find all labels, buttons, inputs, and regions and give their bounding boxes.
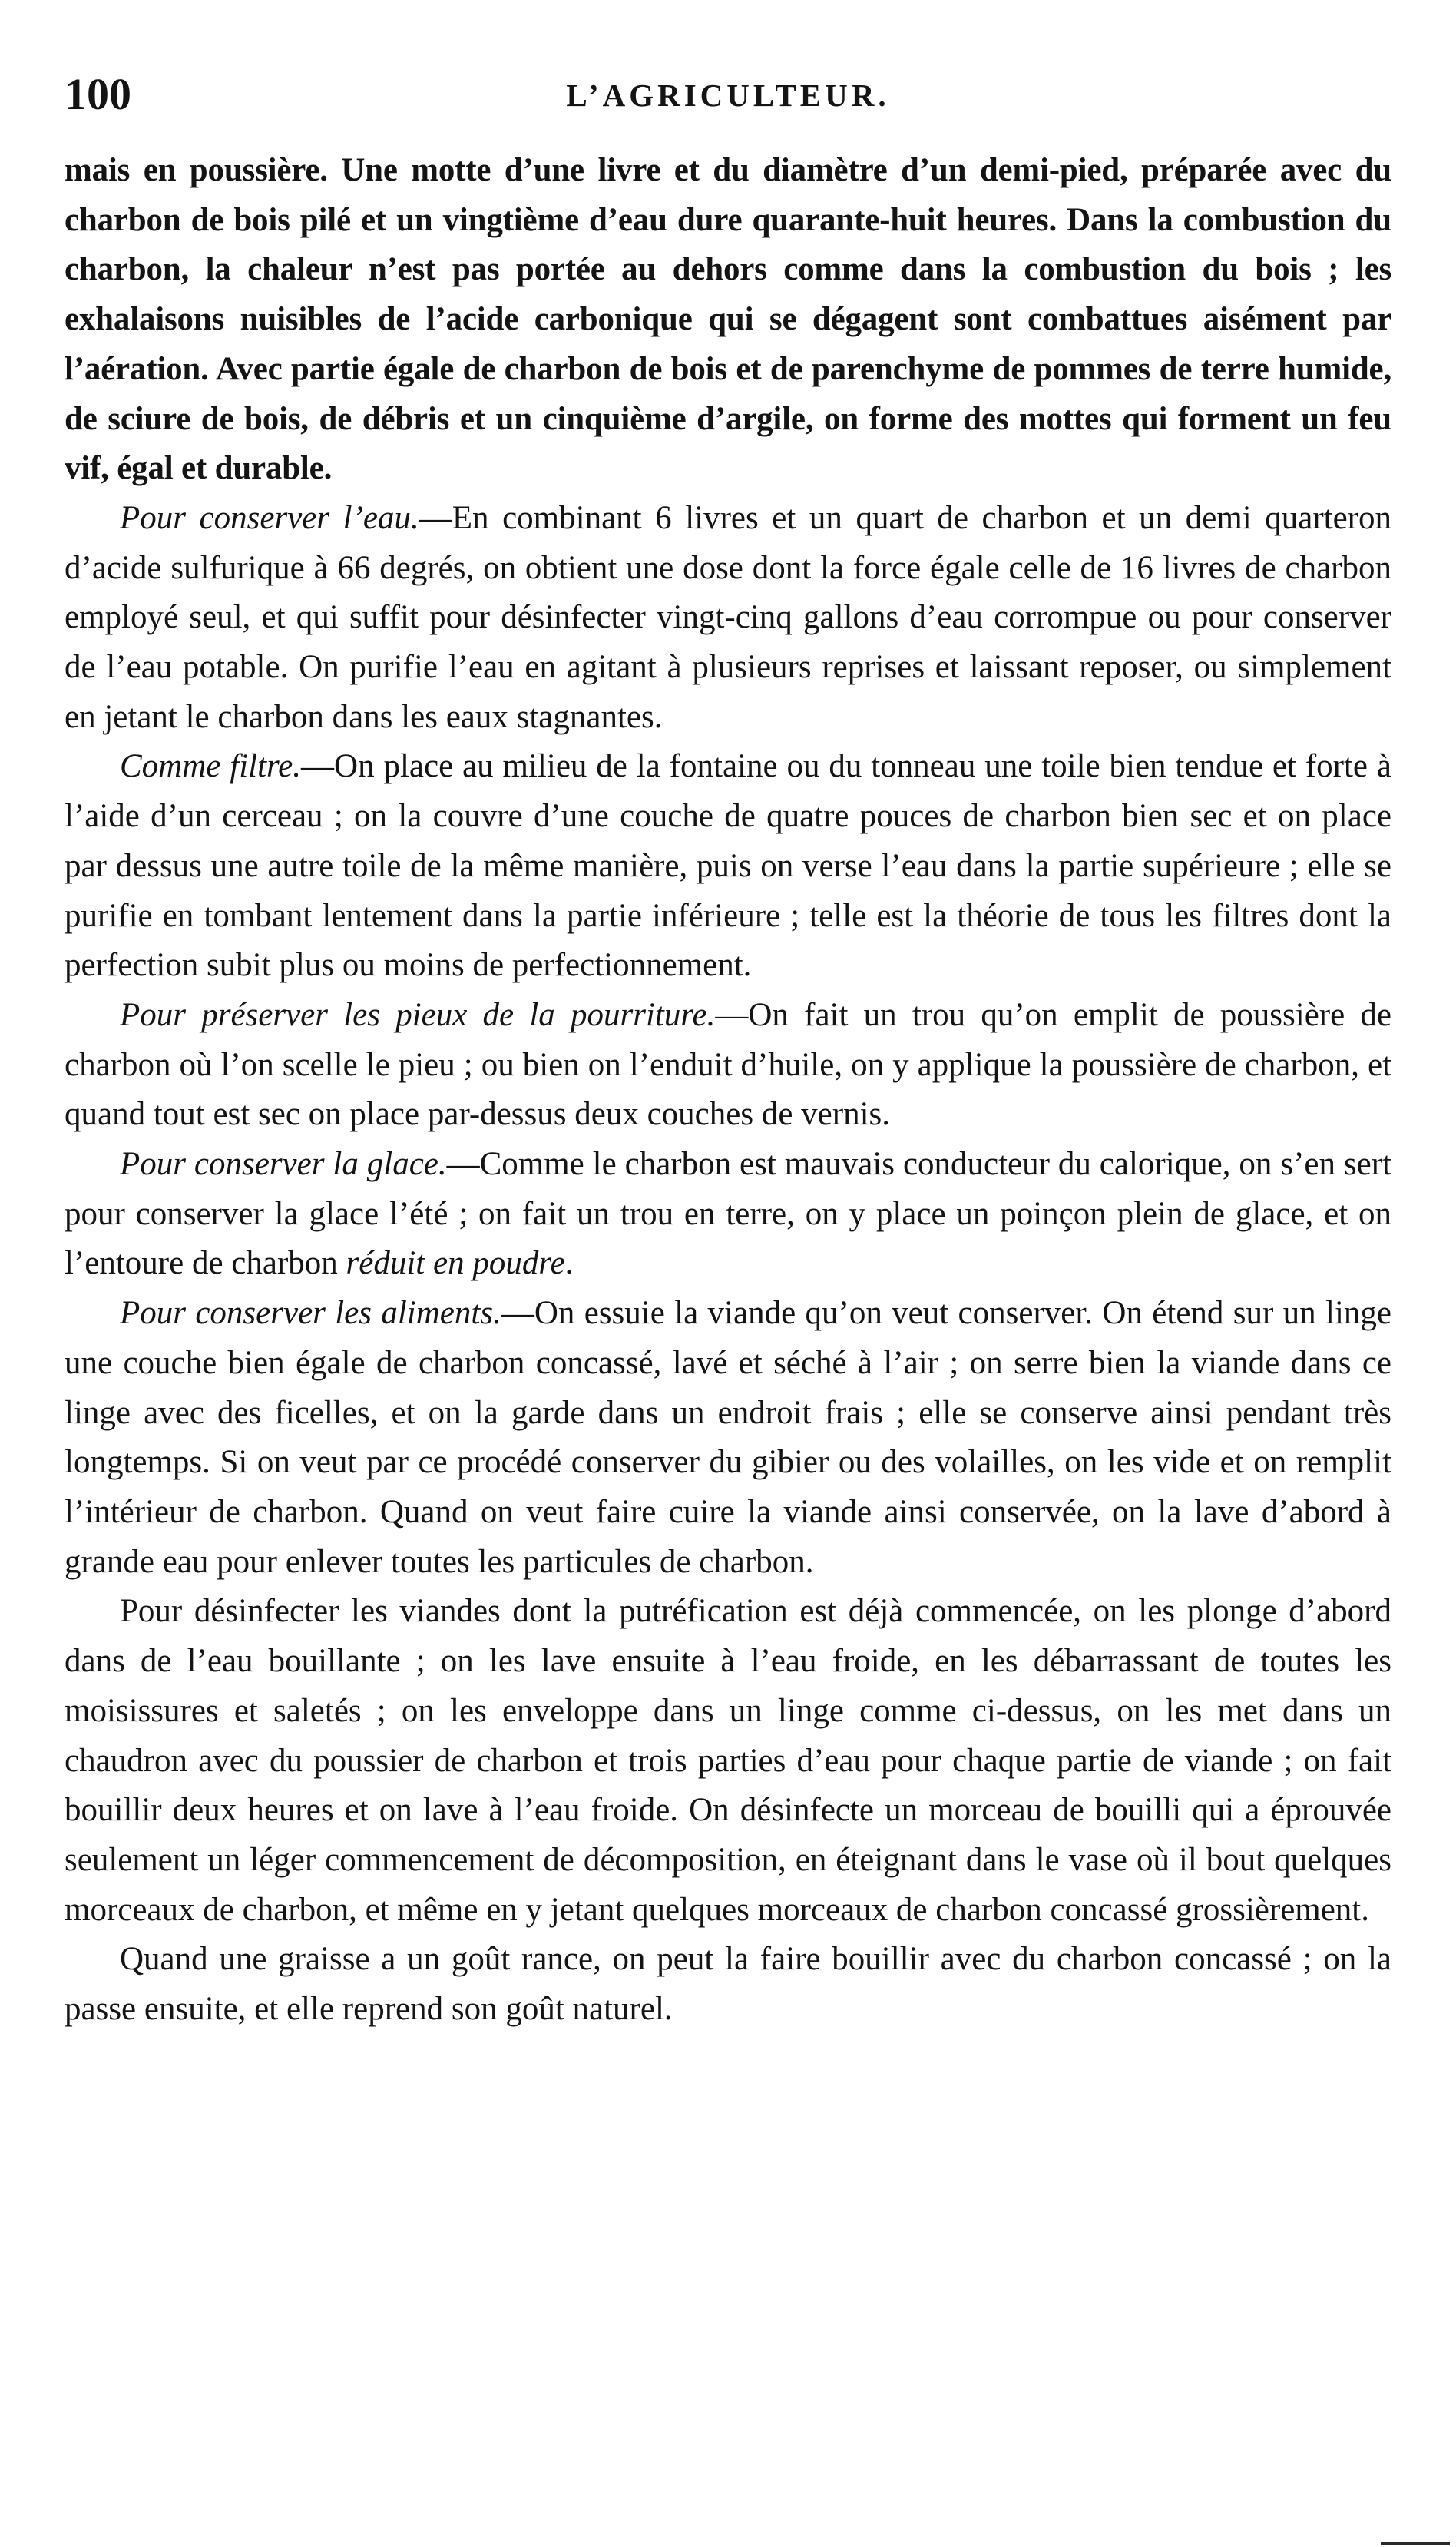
paragraph-tail: . — [564, 1245, 574, 1282]
paragraph-text: Quand une graisse a un goût rance, on peut la faire bouillir avec du charbon concassé ; on la passe ensuite, et elle reprend son goût naturel. — [65, 1941, 1391, 2028]
paragraph-text: mais en poussière. Une motte d’une livre et du diamètre d’un demi-pied, préparée avec du charbon de bois pilé et un vingtième d’eau dure quarante-huit heures. Dans la combustion du charbon, la chaleur n’est pas portée au dehors comme dans la combustion du bois ; les exhalaisons nuisibles de l’acide carbonique qui se dégagent sont combattues aisément par l’aération. Avec partie égale de charbon de bois et de parenchyme de pommes de terre humide, de sciure de bois, de débris et un cinquième d’argile, on forme des mottes qui forment un feu vif, égal et durable. — [65, 152, 1391, 487]
paragraph-text: Pour désinfecter les viandes dont la putréfication est déjà commencée, on les plonge d’abord dans de l’eau bouillante ; on les lave ensuite à l’eau froide, en les débarrassant de toutes les moisissures et saletés ; on les enveloppe dans un linge comme ci-dessus, on les met dans un chaudron avec du poussier de charbon et trois parties d’eau pour chaque partie de viande ; on fait bouillir deux heures et on lave à l’eau froide. On désinfecte un morceau de bouilli qui a éprouvée seulement un léger commencement de décomposition, en éteignant dans le vase où il bout quelques morceaux de charbon, et même en y jetant quelques morceaux de charbon concassé grossièrement. — [65, 1593, 1391, 1928]
journal-title: L’AGRICULTEUR. — [566, 78, 890, 113]
paragraph-text: —Comme le charbon est mauvais conducteur du calorique, on s’en sert pour conserver la glace l’été ; on fait un trou en terre, on y place un poinçon plein de glace, et on l’entoure de charbon — [65, 1146, 1391, 1282]
paragraph-conserver-aliments — [65, 1289, 1391, 1587]
section-heading: Comme filtre. — [120, 748, 302, 785]
paragraph-text: —On fait un trou qu’on emplit de poussière de charbon où l’on scelle le pieu ; ou bien on l’enduit d’huile, on y applique la poussière de charbon, et quand tout est sec on place par-dessus deux couches de vernis. — [65, 996, 1392, 1133]
paragraph-conserver-eau — [65, 494, 1391, 743]
section-heading: Pour conserver les aliments. — [120, 1295, 501, 1332]
section-heading: Pour préserver les pieux de la pourriture. — [120, 996, 716, 1033]
paragraph-graisse-rance — [65, 1935, 1391, 2034]
emphasized-text: réduit en poudre — [346, 1245, 565, 1282]
paragraph-comme-filtre — [65, 742, 1391, 991]
page-edge-mark — [1381, 2542, 1450, 2545]
paragraph-preserver-pieux — [65, 991, 1391, 1140]
paragraph-conserver-glace — [65, 1140, 1391, 1289]
body-text — [65, 146, 1391, 2035]
paragraph-text: —En combinant 6 livres et un quart de charbon et un demi quarteron d’acide sulfurique à 66 degrés, on obtient une dose dont la force égale celle de 16 livres de charbon employé seul, et qui suffit pour désinfecter vingt-cinq gallons d’eau corrompue ou pour conserver de l’eau potable. On purifie l’eau en agitant à plusieurs reprises et laissant reposer, ou simplement en jetant le charbon dans les eaux stagnantes. — [65, 499, 1391, 735]
paragraph-text: —On place au milieu de la fontaine ou du tonneau une toile bien tendue et forte à l’aide d’un cerceau ; on la couvre d’une couche de quatre pouces de charbon bien sec et on place par dessus une autre toile de la même manière, puis on verse l’eau dans la partie supérieure ; elle se purifie en tombant lentement dans la partie inférieure ; telle est la théorie de tous les filtres dont la perfection subit plus ou moins de perfectionnement. — [65, 748, 1391, 984]
section-heading: Pour conserver la glace. — [120, 1146, 447, 1183]
section-heading: Pour conserver l’eau. — [120, 499, 419, 536]
paragraph-charcoal-mottes — [65, 146, 1391, 494]
paragraph-desinfecter-viandes — [65, 1587, 1391, 1935]
page-number: 100 — [65, 69, 131, 119]
paragraph-text: —On essuie la viande qu’on veut conserver. On étend sur un linge une couche bien égale de charbon concassé, lavé et séché à l’air ; on serre bien la viande dans ce linge avec des ficelles, et on la garde dans un endroit frais ; elle se conserve ainsi pendant très longtemps. Si on veut par ce procédé conserver du gibier ou des volailles, on les vide et on remplit l’intérieur de charbon. Quand on veut faire cuire la viande ainsi conservée, on la lave d’abord à grande eau pour enlever toutes les particules de charbon. — [65, 1295, 1391, 1580]
running-head — [65, 68, 1391, 121]
